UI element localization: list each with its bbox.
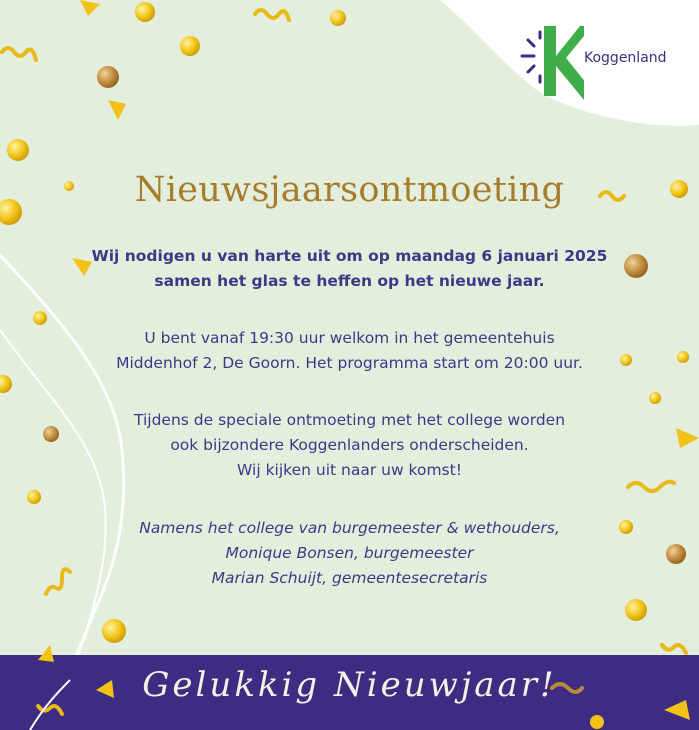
details-text <box>0 408 699 483</box>
koggenland-k-icon <box>520 22 584 102</box>
logo-wordmark: Koggenland <box>584 50 667 66</box>
invitation-text <box>0 244 699 294</box>
invitation-line: samen het glas te heffen op het nieuwe jaar. <box>154 272 545 290</box>
details-line: Tijdens de speciale ontmoeting met het college worden <box>133 411 566 429</box>
signature-line: Marian Schuijt, gemeentesecretaris <box>211 569 488 587</box>
invitation-line: Wij nodigen u van harte uit om op maandag 6 januari 2025 <box>91 247 608 265</box>
footer-greeting: Gelukkig Nieuwjaar! <box>142 665 557 705</box>
location-text <box>0 326 699 376</box>
koggenland-logo <box>520 22 695 102</box>
details-line: ook bijzondere Koggenlanders onderscheiden. <box>170 436 529 454</box>
signature-line: Namens het college van burgemeester & wethouders, <box>139 519 560 537</box>
signature-block <box>0 516 699 591</box>
location-line: U bent vanaf 19:30 uur welkom in het gemeentehuis <box>144 329 555 347</box>
signature-line: Monique Bonsen, burgemeester <box>225 544 474 562</box>
location-line: Middenhof 2, De Goorn. Het programma start om 20:00 uur. <box>116 354 583 372</box>
details-line: Wij kijken uit naar uw komst! <box>237 461 462 479</box>
page-title: Nieuwsjaarsontmoeting <box>134 170 565 210</box>
